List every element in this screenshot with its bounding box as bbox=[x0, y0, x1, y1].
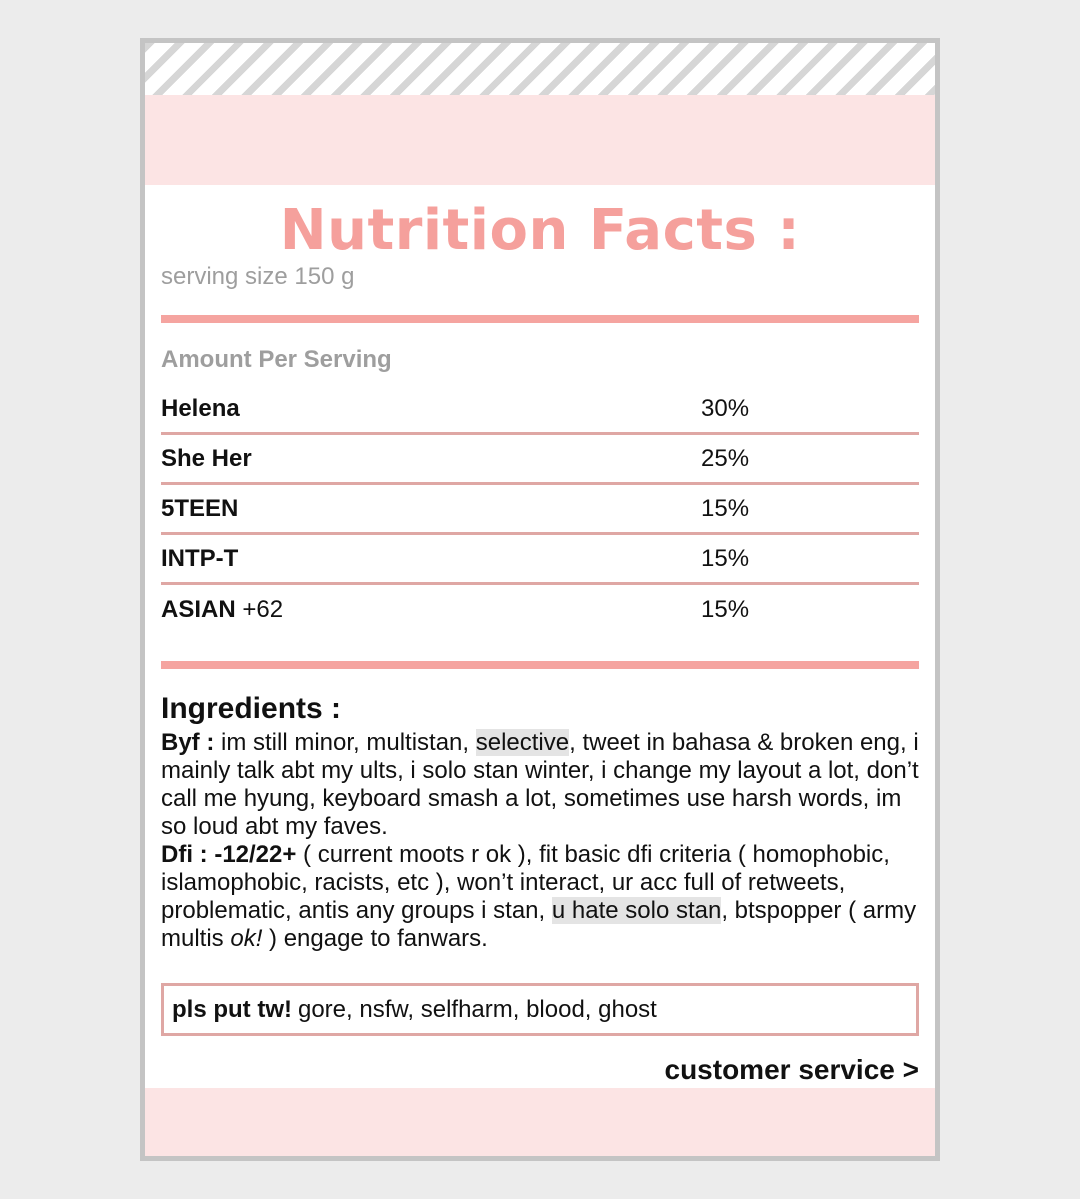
byf-label: Byf : bbox=[161, 729, 215, 756]
facts-row bbox=[161, 535, 919, 585]
highlight-selective: selective bbox=[475, 729, 570, 756]
facts-row-value: 30% bbox=[701, 394, 750, 422]
facts-row bbox=[161, 385, 919, 435]
pink-top-band bbox=[145, 95, 935, 185]
facts-row-value: 15% bbox=[701, 494, 750, 522]
striped-header-band bbox=[145, 43, 935, 95]
facts-row-name: INTP-T bbox=[161, 544, 239, 572]
amount-per-serving-heading: Amount Per Serving bbox=[161, 346, 392, 373]
tw-label: pls put tw! bbox=[172, 995, 292, 1023]
label-content bbox=[161, 193, 919, 1088]
facts-row bbox=[161, 485, 919, 535]
facts-row bbox=[161, 585, 919, 635]
facts-row-value: 15% bbox=[701, 544, 750, 572]
divider-bottom bbox=[161, 661, 919, 669]
tw-text: gore, nsfw, selfharm, blood, ghost bbox=[297, 995, 657, 1023]
facts-row-name: ASIAN +62 bbox=[161, 596, 284, 623]
facts-row bbox=[161, 435, 919, 485]
nutrition-card bbox=[140, 38, 940, 1161]
trigger-warning-box bbox=[161, 983, 919, 1036]
serving-size: serving size 150 g bbox=[161, 263, 355, 290]
dfi-label: Dfi : -12/22+ bbox=[161, 841, 297, 868]
pink-bottom-band bbox=[145, 1088, 935, 1156]
facts-row-name: Helena bbox=[161, 394, 240, 422]
ingredients-heading: Ingredients : bbox=[161, 692, 342, 725]
customer-service-link[interactable]: customer service > bbox=[664, 1054, 919, 1085]
ingredients-text: Byf : im still minor, multistan, selective, tweet in bahasa & broken eng, i mainly talk abt my ults, i solo stan winter, i change my layout a lot, don’t call me hyung, keyboard smash a lot, sometimes use harsh words, im so loud abt my faves. Dfi : -12/22+ ( current moots r ok ), fit basic dfi criteria ( homophobic, islamophobic, racists, etc ), won’t interact, ur acc full of retweets, problematic, antis any groups i stan, u hate solo stan, btspopper ( army multis ok! ) engage to fanwars. bbox=[161, 729, 919, 952]
divider-top bbox=[161, 315, 919, 323]
facts-row-name: She Her bbox=[161, 444, 252, 472]
facts-row-name: 5TEEN bbox=[161, 494, 239, 522]
facts-row-value: 15% bbox=[701, 596, 750, 623]
page-title: Nutrition Facts : bbox=[279, 198, 801, 263]
facts-table bbox=[161, 385, 919, 635]
highlight-solo-stan: u hate solo stan bbox=[551, 897, 722, 924]
facts-row-value: 25% bbox=[701, 444, 750, 472]
